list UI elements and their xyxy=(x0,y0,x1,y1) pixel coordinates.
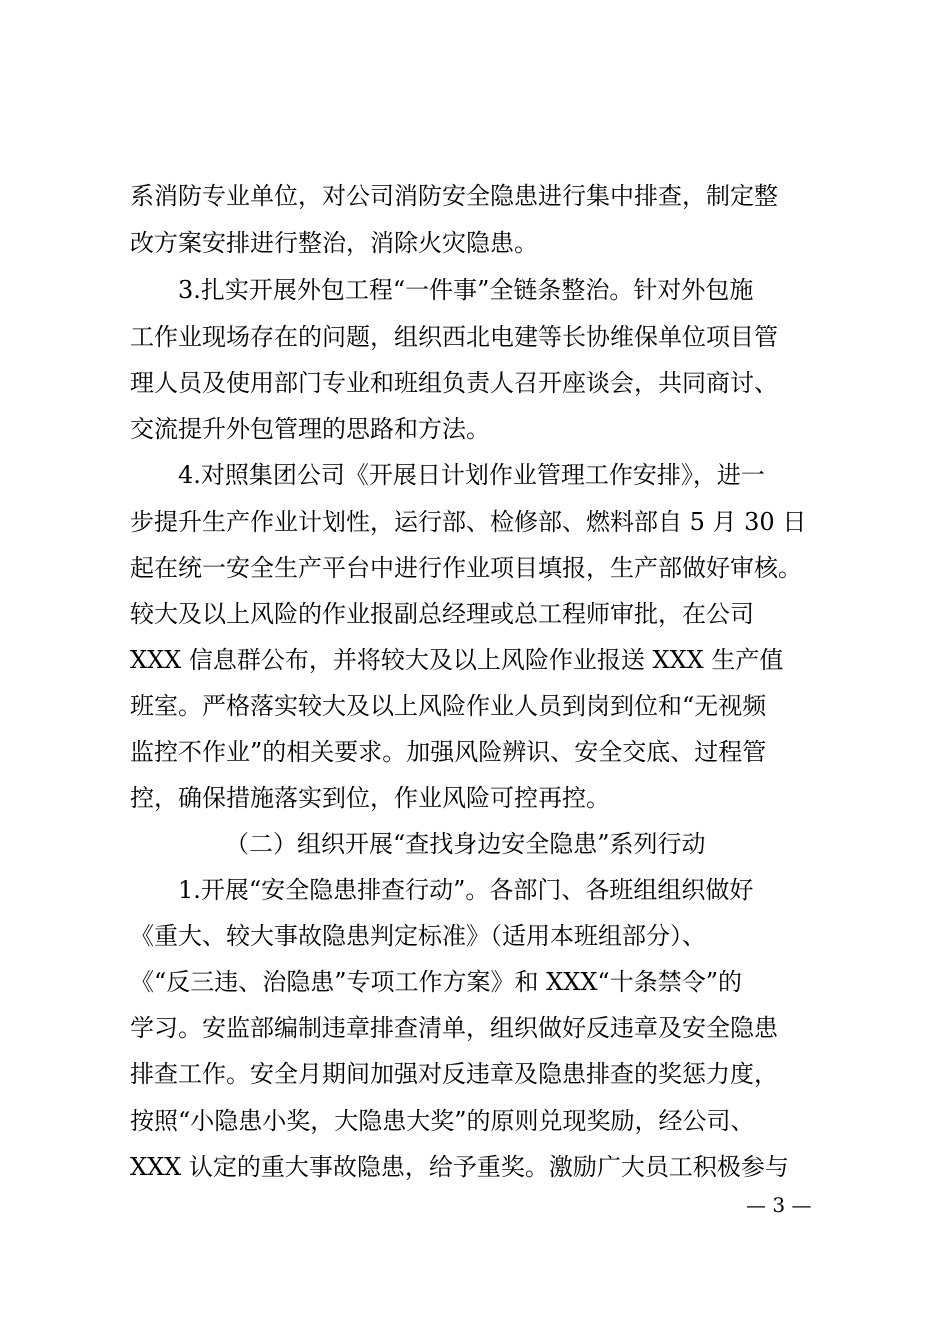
text-line: 学习。安监部编制违章排查清单，组织做好反违章及安全隐患 xyxy=(130,1014,778,1042)
paragraph-1-start: 1.开展“安全隐患排查行动”。各部门、各班组组织做好 xyxy=(178,876,754,904)
text-line: 步提升生产作业计划性，运行部、检修部、燃料部自 5 月 30 日 xyxy=(130,508,807,536)
text-line: XXX 认定的重大事故隐患，给予重奖。激励广大员工积极参与 xyxy=(130,1153,789,1181)
text-line: 改方案安排进行整治，消除火灾隐患。 xyxy=(130,229,538,257)
section-heading: （二）组织开展“查找身边安全隐患”系列行动 xyxy=(225,830,706,858)
text-line: 班室。严格落实较大及以上风险作业人员到岗到位和“无视频 xyxy=(130,692,767,720)
text-line: 监控不作业”的相关要求。加强风险辨识、安全交底、过程管 xyxy=(130,738,767,766)
text-line: 《“反三违、治隐患”专项工作方案》和 XXX“十条禁令”的 xyxy=(130,968,742,996)
text-line: 排查工作。安全月期间加强对反违章及隐患排查的奖惩力度， xyxy=(130,1060,778,1088)
text-line: 系消防专业单位，对公司消防安全隐患进行集中排查，制定整 xyxy=(130,182,778,210)
text-line: 较大及以上风险的作业报副总经理或总工程师审批，在公司 xyxy=(130,600,754,628)
page-number: — 3 — xyxy=(746,1193,812,1217)
text-line: 按照“小隐患小奖，大隐患大奖”的原则兑现奖励，经公司、 xyxy=(130,1107,755,1135)
text-line: 交流提升外包管理的思路和方法。 xyxy=(130,415,490,443)
text-line: 《重大、较大事故隐患判定标准》（适用本班组部分）、 xyxy=(130,922,706,950)
text-line: 起在统一安全生产平台中进行作业项目填报，生产部做好审核。 xyxy=(130,554,802,582)
text-line: 工作业现场存在的问题，组织西北电建等长协维保单位项目管 xyxy=(130,323,778,351)
text-line: 理人员及使用部门专业和班组负责人召开座谈会，共同商讨、 xyxy=(130,369,778,397)
paragraph-3-start: 3.扎实开展外包工程“一件事”全链条整治。针对外包施 xyxy=(178,276,754,304)
text-line: XXX 信息群公布，并将较大及以上风险作业报送 XXX 生产值 xyxy=(130,646,784,674)
text-line: 控，确保措施落实到位，作业风险可控再控。 xyxy=(130,784,610,812)
paragraph-4-start: 4.对照集团公司《开展日计划作业管理工作安排》，进一 xyxy=(178,461,765,489)
